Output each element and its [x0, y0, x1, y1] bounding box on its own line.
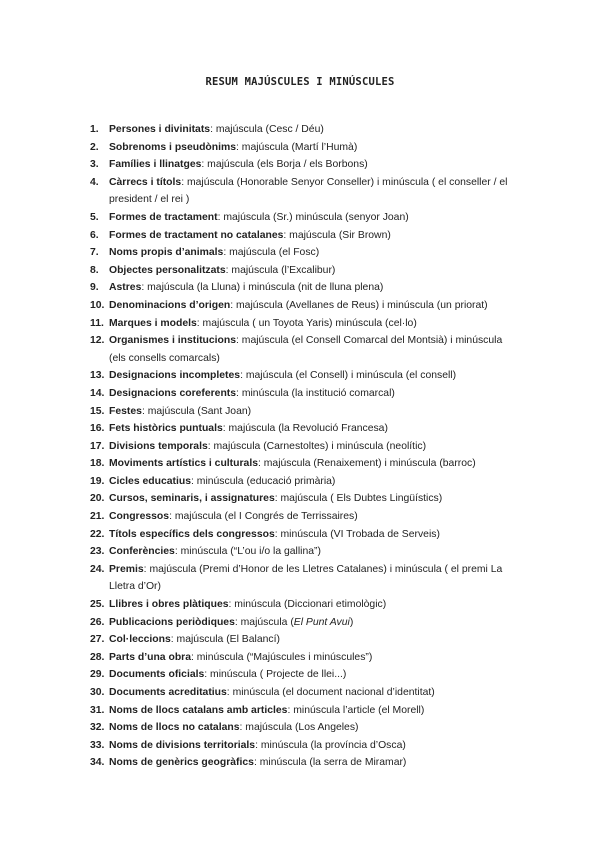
item-number: 22.: [90, 528, 105, 540]
list-item: [90, 543, 510, 561]
item-term: Persones i divinitats: [109, 124, 211, 135]
list-item: [90, 684, 510, 702]
item-term: Llibres i obres plàtiques: [109, 599, 229, 611]
item-term: Títols específics dels congressos: [109, 528, 275, 540]
item-description: : majúscula (el Consell Comarcal del Montsià) i minúscula (els consells comarcals): [109, 335, 503, 364]
item-term: Divisions temporals: [109, 440, 208, 452]
item-number: 15.: [90, 405, 105, 417]
list-item: [90, 121, 510, 139]
item-number: 7.: [90, 247, 99, 259]
item-number: 4.: [90, 176, 99, 188]
list-item: [90, 508, 510, 526]
list-item: [90, 262, 510, 280]
item-number: 9.: [90, 282, 99, 294]
list-item: [90, 702, 510, 720]
item-description: : majúscula (la Revolució Francesa): [222, 423, 388, 435]
item-description: : minúscula l’article (el Morell): [287, 704, 425, 716]
list-item: [90, 244, 510, 262]
item-number: 25.: [90, 599, 105, 611]
item-number: 30.: [90, 687, 105, 698]
list-item: [90, 473, 510, 491]
list-item: [90, 596, 510, 614]
item-number: 29.: [90, 669, 105, 681]
list-item: [90, 420, 510, 438]
item-term: Fets històrics puntuals: [109, 423, 223, 435]
item-description: : majúscula (El Balancí): [170, 634, 280, 646]
list-item: [90, 367, 510, 385]
item-description: : majúscula (el Consell) i minúscula (el consell): [240, 370, 457, 382]
item-term: Noms propis d’animals: [109, 247, 224, 259]
list-item: [90, 561, 510, 596]
item-description: : minúscula ( Projecte de llei...): [204, 669, 347, 681]
item-description-italic: El Punt Avui: [293, 616, 350, 628]
item-description: : majúscula (Carnestoltes) i minúscula (neolític): [207, 440, 427, 452]
item-number: 32.: [90, 722, 105, 734]
list-item: [90, 332, 510, 367]
item-term: Festes: [109, 405, 142, 417]
item-term: Sobrenoms i pseudònims: [109, 141, 237, 153]
item-term: Noms de llocs no catalans: [109, 722, 240, 734]
item-description: : minúscula (la serra de Miramar): [253, 757, 407, 769]
item-description: : minúscula (“L’ou i/o la gallina”): [174, 546, 321, 558]
item-description: : majúscula (la Lluna) i minúscula (nit de lluna plena): [141, 282, 384, 294]
list-item: [90, 315, 510, 333]
item-description: : majúscula (Avellanes de Reus) i minúscula (un priorat): [230, 299, 488, 311]
list-item: [90, 455, 510, 473]
item-term: Col·leccions: [109, 634, 171, 646]
item-description: : majúscula (Honorable Senyor Conseller) i minúscula ( el conseller / el president / el rei ): [109, 176, 508, 206]
item-description: : majúscula (Sant Joan): [141, 405, 252, 417]
item-description: : minúscula (la institució comarcal): [236, 387, 395, 399]
list-item: [90, 490, 510, 508]
list-item: [90, 737, 510, 755]
item-description: : majúscula (Renaixement) i minúscula (barroc): [257, 458, 476, 470]
rules-list: [90, 121, 510, 772]
item-number: 19.: [90, 475, 105, 487]
list-item: [90, 719, 510, 737]
item-number: 34.: [90, 757, 105, 769]
item-description: : majúscula (el Fosc): [223, 247, 320, 259]
list-item: [90, 139, 510, 157]
item-description: : majúscula (Los Angeles): [239, 722, 359, 734]
item-term: Publicacions periòdiques: [109, 616, 235, 628]
item-number: 33.: [90, 739, 105, 751]
list-item: [90, 209, 510, 227]
item-number: 12.: [90, 335, 105, 347]
list-item: [90, 385, 510, 403]
item-number: 21.: [90, 511, 105, 523]
item-number: 8.: [90, 264, 99, 276]
item-term: Documents acreditatius: [109, 687, 227, 698]
item-number: 26.: [90, 616, 105, 628]
item-description: : majúscula (Premi d’Honor de les Lletres Catalanes) i minúscula ( el premi La Lletra d’Or): [109, 563, 503, 593]
list-item: [90, 754, 510, 772]
list-item: [90, 403, 510, 421]
item-term: Denominacions d’origen: [109, 299, 231, 311]
item-term: Designacions coreferents: [109, 387, 237, 399]
list-item: [90, 297, 510, 315]
item-number: 18.: [90, 458, 105, 470]
item-number: 10.: [90, 299, 105, 311]
item-description: : majúscula (Martí l’Humà): [236, 141, 358, 153]
item-number: 11.: [90, 317, 104, 329]
list-item: [90, 614, 510, 632]
item-description: : majúscula (Cesc / Déu): [210, 124, 324, 135]
item-term: Conferències: [109, 546, 175, 558]
item-number: 14.: [90, 387, 105, 399]
item-number: 3.: [90, 159, 99, 171]
item-number: 20.: [90, 493, 105, 505]
list-item: [90, 526, 510, 544]
item-term: Astres: [109, 282, 142, 294]
item-term: Objectes personalitzats: [109, 264, 226, 276]
item-term: Parts d’una obra: [109, 651, 191, 663]
item-term: Marques i models: [109, 317, 197, 329]
list-item: [90, 666, 510, 684]
item-number: 27.: [90, 634, 105, 646]
item-term: Documents oficials: [109, 669, 205, 681]
item-term: Formes de tractament: [109, 211, 218, 223]
list-item: [90, 174, 510, 209]
item-description: : majúscula (Sr.) minúscula (senyor Joan): [217, 211, 409, 223]
document-title: RESUM MAJÚSCULES I MINÚSCULES: [205, 76, 395, 88]
item-term: Congressos: [109, 511, 170, 523]
item-term: Designacions incompletes: [109, 370, 241, 382]
item-term: Noms de llocs catalans amb articles: [109, 704, 288, 716]
item-number: 2.: [90, 141, 99, 153]
list-item: [90, 631, 510, 649]
item-description: : minúscula (el document nacional d’identitat): [226, 687, 435, 698]
list-item: [90, 279, 510, 297]
item-number: 23.: [90, 546, 105, 558]
list-item: [90, 649, 510, 667]
item-number: 28.: [90, 651, 105, 663]
item-description: : minúscula (VI Trobada de Serveis): [274, 528, 440, 540]
item-term: Noms de genèrics geogràfics: [109, 757, 254, 769]
item-description: : majúscula (els Borja / els Borbons): [201, 159, 368, 171]
item-term: Noms de divisions territorials: [109, 739, 256, 751]
item-number: 13.: [90, 370, 105, 382]
item-description: : majúscula (l’Excalibur): [225, 264, 336, 276]
item-number: 16.: [90, 423, 105, 435]
item-term: Cicles educatius: [109, 475, 192, 487]
list-item: [90, 227, 510, 245]
item-number: 17.: [90, 440, 105, 452]
item-term: Cursos, seminaris, i assignatures: [109, 493, 275, 505]
item-term: Organismes i institucions: [109, 335, 237, 347]
item-number: 24.: [90, 563, 105, 575]
item-number: 6.: [90, 229, 99, 241]
item-term: Moviments artístics i culturals: [109, 458, 258, 470]
item-description: : majúscula (: [234, 616, 294, 628]
item-description: : majúscula ( un Toyota Yaris) minúscula (cel·lo): [196, 317, 417, 329]
item-description: : minúscula (“Majúscules i minúscules”): [191, 651, 373, 663]
item-description: : majúscula ( Els Dubtes Lingüístics): [274, 493, 443, 505]
item-number: 1.: [90, 124, 99, 135]
item-description: : minúscula (educació primària): [191, 475, 336, 487]
item-term: Càrrecs i títols: [109, 176, 182, 188]
item-number: 5.: [90, 211, 99, 223]
list-item: [90, 156, 510, 174]
item-term: Formes de tractament no catalanes: [109, 229, 284, 241]
item-number: 31.: [90, 704, 105, 716]
list-item: [90, 438, 510, 456]
item-description: : minúscula (Diccionari etimològic): [228, 599, 387, 611]
item-term: Premis: [109, 563, 144, 575]
item-description: : majúscula (Sir Brown): [283, 229, 391, 241]
item-description-end: ): [349, 616, 354, 628]
item-term: Famílies i llinatges: [109, 159, 202, 171]
item-description: : majúscula (el I Congrés de Terrissaires): [169, 511, 358, 523]
item-description: : minúscula (la província d’Osca): [255, 739, 406, 751]
